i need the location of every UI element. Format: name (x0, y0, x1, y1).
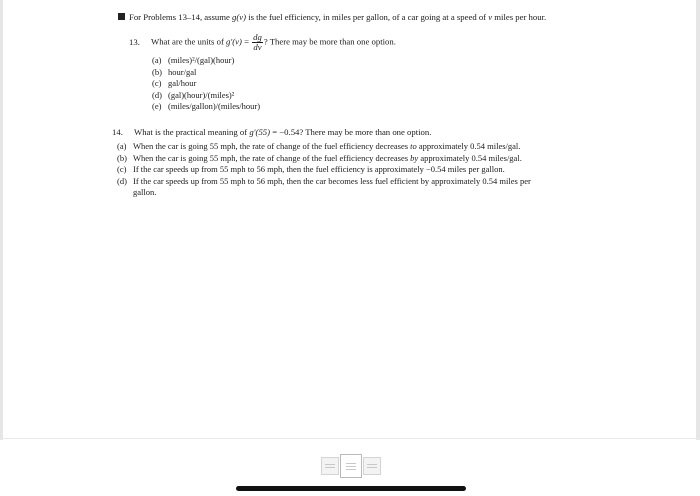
thumbnail-line (346, 463, 356, 464)
intro-pre: For Problems 13–14, assume (129, 12, 233, 22)
home-indicator-bar[interactable] (236, 486, 466, 491)
intro-mid: is the fuel efficiency, in miles per gallon, of a car going at a speed of (246, 12, 489, 22)
question-13-gprime: g′(v) (226, 36, 242, 47)
page-thumbnail-next[interactable] (363, 457, 381, 475)
square-bullet-icon (118, 13, 125, 20)
page-thumbnail-strip (321, 454, 381, 478)
option-14a: (a) When the car is going 55 mph, the rate of change of the fuel efficiency decreases to approximately 0.54 miles/gal. (117, 141, 521, 151)
question-14-pre: What is the practical meaning of (134, 127, 250, 137)
intro-g-of-v: g(v) (232, 12, 247, 22)
question-14-options (117, 141, 531, 199)
question-13-post: ? There may be more than one option. (263, 36, 396, 47)
thumbnail-line (346, 469, 356, 470)
question-14-number: 14. (112, 127, 123, 137)
intro-v: v (488, 12, 493, 22)
option-14d-continuation: gallon. (133, 187, 157, 198)
thumbnail-line (325, 467, 335, 468)
page-thumbnail-current[interactable] (340, 454, 362, 478)
left-page-edge (0, 0, 3, 440)
question-14 (112, 127, 431, 137)
option-14d: (d) If the car speeds up from 55 mph to 56 mph, then the car becomes less fuel efficient by approximately 0.54 miles per (117, 175, 531, 186)
fraction-denominator: dv (253, 42, 262, 52)
question-13 (129, 33, 396, 52)
option-14b: (b) When the car is going 55 mph, the rate of change of the fuel efficiency decreases by approximately 0.54 miles/gal. (117, 152, 522, 163)
option-13d: (d) (gal)(hour)/(miles)² (152, 89, 235, 100)
option-13b: (b) hour/gal (152, 66, 197, 77)
question-13-options (152, 55, 260, 113)
option-13a: (a) (miles)²/(gal)(hour) (152, 55, 235, 65)
intro-post: miles per hour. (492, 12, 547, 22)
page-thumbnail-previous[interactable] (321, 457, 339, 475)
problem-intro (118, 12, 546, 22)
right-page-edge (696, 0, 700, 440)
question-13-pre: What are the units of (151, 36, 227, 47)
option-14c: (c) If the car speeds up from 55 mph to 56 mph, then the fuel efficiency is approximately −0.54 miles per gallon. (117, 164, 505, 175)
thumbnail-line (367, 464, 377, 465)
question-14-post: = −0.54? There may be more than one option. (270, 127, 432, 137)
option-13c: (c) gal/hour (152, 78, 197, 89)
thumbnail-line (346, 466, 356, 467)
thumbnail-line (325, 464, 335, 465)
thumbnail-line (367, 467, 377, 468)
question-13-number: 13. (129, 36, 140, 47)
question-14-gprime: g′(55) (249, 127, 271, 137)
option-13e: (e) (miles/gallon)/(miles/hour) (152, 101, 261, 112)
derivative-fraction (252, 33, 263, 52)
page-bottom-edge (0, 438, 700, 439)
question-13-equals: = (241, 36, 252, 47)
fraction-numerator: dg (253, 32, 262, 42)
